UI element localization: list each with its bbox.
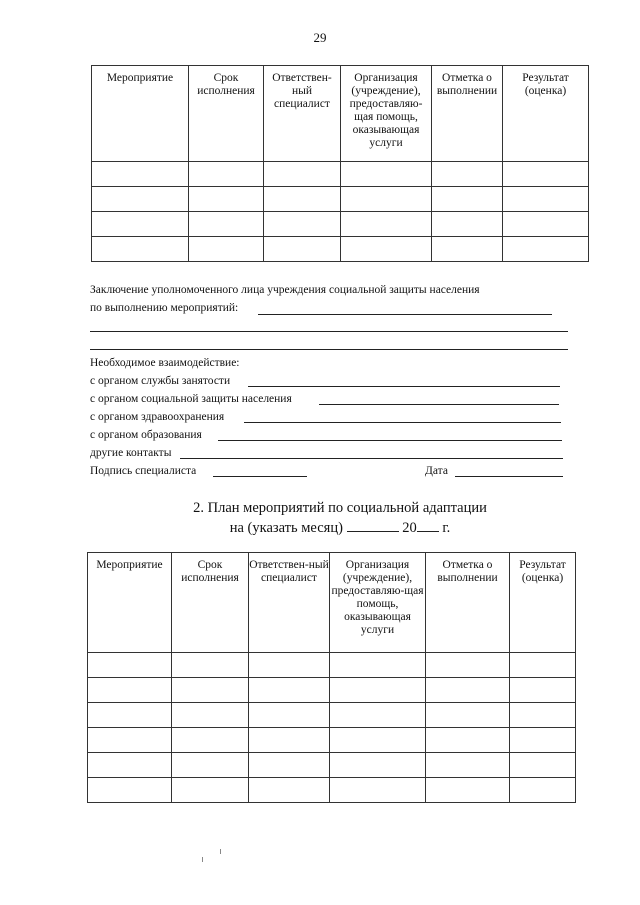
interaction-education-line[interactable] <box>218 440 562 441</box>
interaction-other-line[interactable] <box>180 458 563 459</box>
conclusion-label: по выполнению мероприятий: <box>90 302 239 314</box>
interaction-health-label: с органом здравоохранения <box>90 411 225 423</box>
table-header-row <box>88 553 576 653</box>
table-cell[interactable] <box>426 653 510 678</box>
table-cell[interactable] <box>264 162 341 187</box>
conclusion-text: Заключение уполномоченного лица учреждения социальной защиты населения <box>90 284 480 296</box>
column-header-specialist: Ответствен-ный специалист <box>249 553 330 653</box>
table-cell[interactable] <box>264 212 341 237</box>
section-2-year-prefix: 20 <box>402 520 417 536</box>
table-cell[interactable] <box>189 237 264 262</box>
table-cell[interactable] <box>503 162 589 187</box>
conclusion-fill-line[interactable] <box>258 314 552 315</box>
table-cell[interactable] <box>88 728 172 753</box>
table-cell[interactable] <box>510 753 576 778</box>
table-cell[interactable] <box>432 187 503 212</box>
table-cell[interactable] <box>172 778 249 803</box>
table-cell[interactable] <box>510 653 576 678</box>
table-header-row <box>92 66 589 162</box>
table-cell[interactable] <box>510 778 576 803</box>
date-label: Дата <box>425 465 448 477</box>
table-cell[interactable] <box>88 678 172 703</box>
interaction-other-label: другие контакты <box>90 447 172 459</box>
table-cell[interactable] <box>249 678 330 703</box>
table-cell[interactable] <box>432 212 503 237</box>
table-cell[interactable] <box>330 653 426 678</box>
column-header-organization: Организация (учреждение), предоставляю-щая помощь, оказывающая услуги <box>341 66 432 162</box>
table-cell[interactable] <box>189 162 264 187</box>
table-cell[interactable] <box>88 778 172 803</box>
table-row <box>88 728 576 753</box>
interaction-health-line[interactable] <box>244 422 561 423</box>
scan-mark <box>202 857 203 862</box>
column-header-organization: Организация (учреждение), предоставляю-щая помощь, оказывающая услуги <box>330 553 426 653</box>
interaction-heading: Необходимое взаимодействие: <box>90 357 240 369</box>
table-cell[interactable] <box>172 678 249 703</box>
table-cell[interactable] <box>330 728 426 753</box>
conclusion-fill-line[interactable] <box>90 349 568 350</box>
table-row <box>88 678 576 703</box>
table-cell[interactable] <box>189 187 264 212</box>
interaction-employment-label: с органом службы занятости <box>90 375 231 387</box>
table-cell[interactable] <box>330 753 426 778</box>
table-cell[interactable] <box>330 703 426 728</box>
interaction-social-line[interactable] <box>319 404 559 405</box>
interaction-employment-line[interactable] <box>248 386 560 387</box>
signature-line[interactable] <box>213 476 307 477</box>
table-cell[interactable] <box>432 162 503 187</box>
table-cell[interactable] <box>249 753 330 778</box>
table-cell[interactable] <box>88 703 172 728</box>
table-cell[interactable] <box>249 728 330 753</box>
table-cell[interactable] <box>330 778 426 803</box>
table-row <box>92 212 589 237</box>
plan-table-2 <box>87 552 576 803</box>
table-cell[interactable] <box>503 212 589 237</box>
table-cell[interactable] <box>264 237 341 262</box>
column-header-completion-mark: Отметка о выполнении <box>426 553 510 653</box>
table-cell[interactable] <box>426 778 510 803</box>
column-header-specialist: Ответствен-ный специалист <box>264 66 341 162</box>
table-cell[interactable] <box>92 212 189 237</box>
section-2-subtitle <box>0 518 640 537</box>
month-fill-line[interactable] <box>347 518 399 532</box>
column-header-completion-mark: Отметка о выполнении <box>432 66 503 162</box>
section-2-month-label: на (указать месяц) <box>229 520 343 536</box>
table-row <box>92 162 589 187</box>
table-cell[interactable] <box>510 728 576 753</box>
table-cell[interactable] <box>264 187 341 212</box>
table-cell[interactable] <box>426 753 510 778</box>
table-row <box>92 237 589 262</box>
table-cell[interactable] <box>503 237 589 262</box>
table-cell[interactable] <box>92 162 189 187</box>
table-cell[interactable] <box>341 237 432 262</box>
table-cell[interactable] <box>88 753 172 778</box>
column-header-deadline: Срок исполнения <box>172 553 249 653</box>
table-cell[interactable] <box>426 703 510 728</box>
table-row <box>88 653 576 678</box>
section-2-year-suffix: г. <box>442 520 451 536</box>
column-header-result: Результат (оценка) <box>510 553 576 653</box>
table-cell[interactable] <box>172 753 249 778</box>
table-cell[interactable] <box>510 678 576 703</box>
interaction-education-label: с органом образования <box>90 429 202 441</box>
section-2-title: 2. План мероприятий по социальной адаптации <box>193 500 487 516</box>
table-cell[interactable] <box>189 212 264 237</box>
table-cell[interactable] <box>426 728 510 753</box>
table-row <box>88 778 576 803</box>
column-header-deadline: Срок исполнения <box>189 66 264 162</box>
table-cell[interactable] <box>341 162 432 187</box>
table-cell[interactable] <box>341 212 432 237</box>
table-row <box>92 187 589 212</box>
scan-mark <box>220 849 221 854</box>
table-cell[interactable] <box>88 653 172 678</box>
table-cell[interactable] <box>503 187 589 212</box>
year-fill-line[interactable] <box>417 518 439 532</box>
table-row <box>88 703 576 728</box>
column-header-event: Мероприятие <box>88 553 172 653</box>
conclusion-fill-line[interactable] <box>90 331 568 332</box>
plan-table-1 <box>91 65 589 262</box>
table-cell[interactable] <box>92 237 189 262</box>
table-cell[interactable] <box>172 653 249 678</box>
signature-label: Подпись специалиста <box>90 465 197 477</box>
column-header-event: Мероприятие <box>92 66 189 162</box>
table-cell[interactable] <box>432 237 503 262</box>
table-cell[interactable] <box>172 703 249 728</box>
table-cell[interactable] <box>341 187 432 212</box>
column-header-result: Результат (оценка) <box>503 66 589 162</box>
interaction-social-label: с органом социальной защиты населения <box>90 393 292 405</box>
table-cell[interactable] <box>426 678 510 703</box>
table-cell[interactable] <box>172 728 249 753</box>
page-number: 29 <box>313 30 327 45</box>
table-cell[interactable] <box>510 703 576 728</box>
table-cell[interactable] <box>249 778 330 803</box>
table-cell[interactable] <box>249 653 330 678</box>
date-line[interactable] <box>455 476 563 477</box>
table-cell[interactable] <box>249 703 330 728</box>
table-row <box>88 753 576 778</box>
table-cell[interactable] <box>330 678 426 703</box>
table-cell[interactable] <box>92 187 189 212</box>
